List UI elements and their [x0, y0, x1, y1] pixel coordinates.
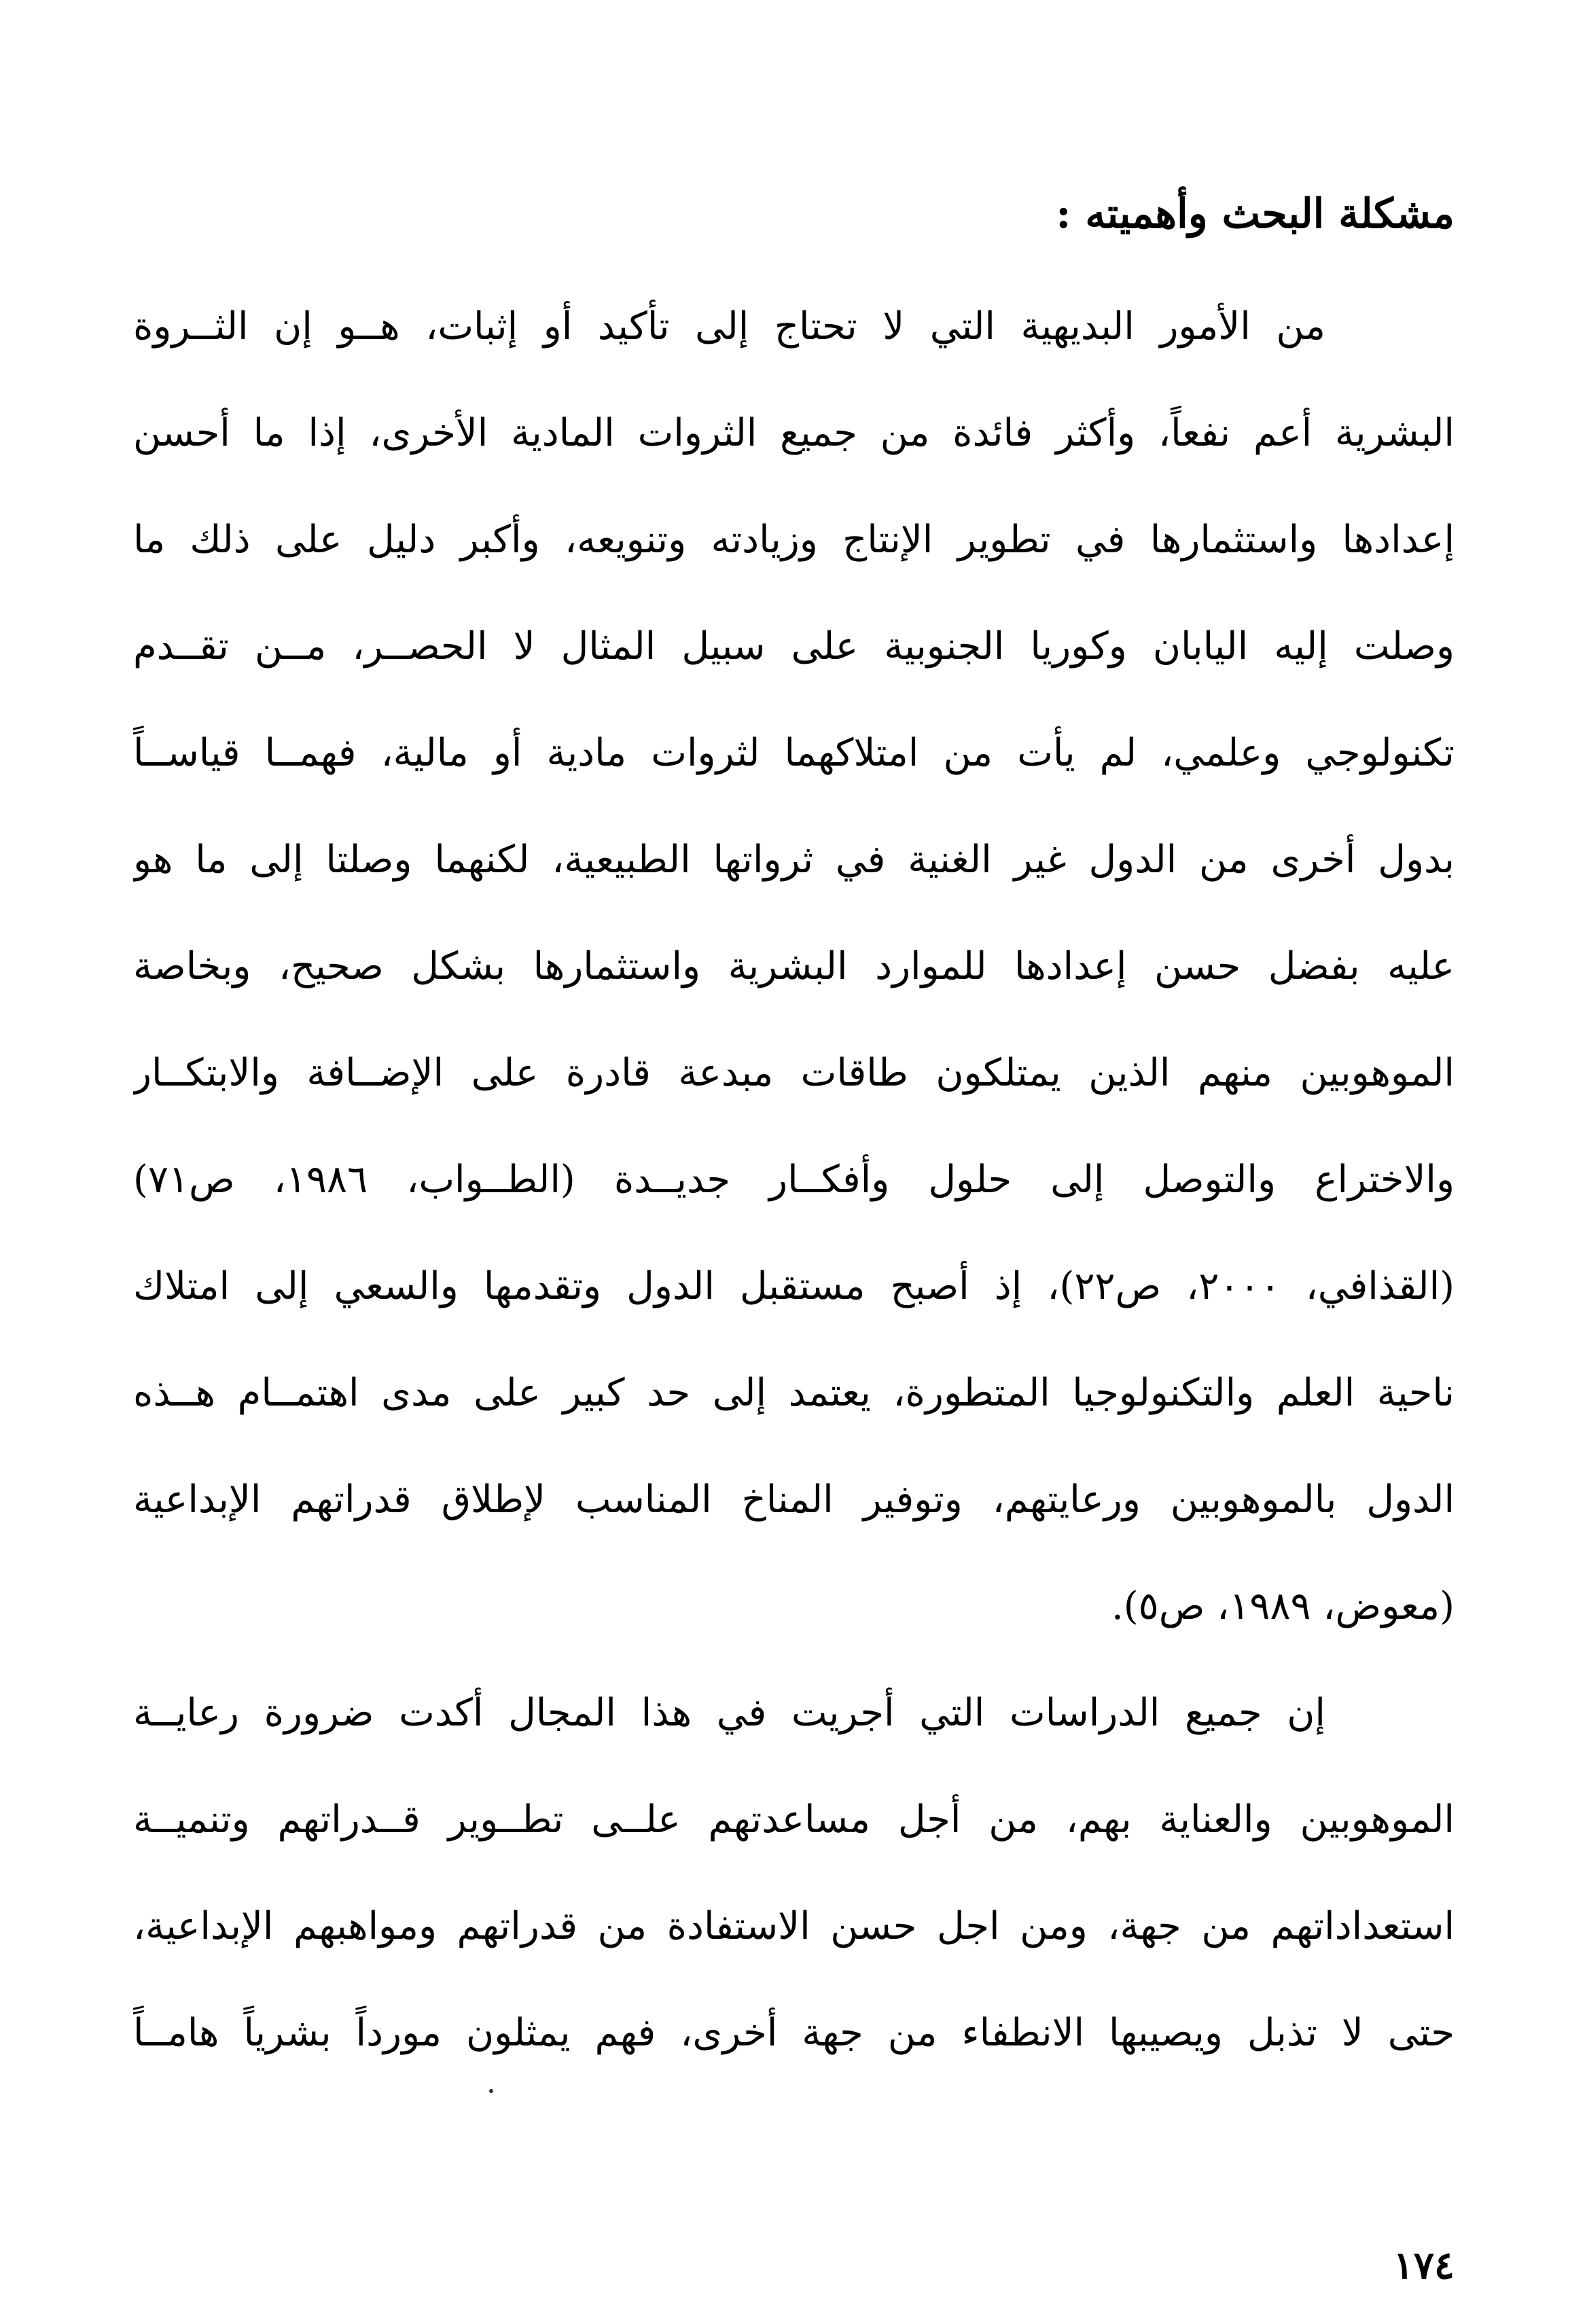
text-line: الموهوبين والعناية بهم، من أجل مساعدتهم علــى تطــوير قــدراتهم وتنميــة	[133, 1798, 1455, 1842]
scan-speck	[489, 2089, 493, 2093]
text-line: حتى لا تذبل ويصيبها الانطفاء من جهة أخرى، فهم يمثلون مورداً بشرياً هامــاً	[133, 2011, 1455, 2055]
text-line: إعدادها واستثمارها في تطوير الإنتاج وزيادته وتنويعه، وأكبر دليل على ذلك ما	[133, 518, 1455, 562]
paragraph-1	[133, 273, 1455, 1660]
text-line: عليه بفضل حسن إعدادها للموارد البشرية واستثمارها بشكل صحيح، وبخاصة	[133, 944, 1455, 988]
text-line: استعداداتهم من جهة، ومن اجل حسن الاستفادة من قدراتهم ومواهبهم الإبداعية،	[133, 1904, 1455, 1948]
text-line: الموهوبين منهم الذين يمتلكون طاقات مبدعة قادرة على الإضــافة والابتكــار	[133, 1051, 1455, 1095]
paragraph-2	[133, 1660, 1455, 2086]
text-line: البشرية أعم نفعاً، وأكثر فائدة من جميع الثروات المادية الأخرى، إذا ما أحسن	[133, 411, 1455, 455]
body-text	[133, 273, 1455, 2086]
text-line: من الأمور البديهية التي لا تحتاج إلى تأكيد أو إثبات، هــو إن الثــروة	[133, 304, 1325, 348]
text-line: بدول أخرى من الدول غير الغنية في ثرواتها الطبيعية، لكنهما وصلتا إلى ما هو	[133, 838, 1455, 882]
text-line: الدول بالموهوبين ورعايتهم، وتوفير المناخ المناسب لإطلاق قدراتهم الإبداعية	[133, 1478, 1455, 1522]
text-line: (القذافي، ٢٠٠٠، ص٢٢)، إذ أصبح مستقبل الدول وتقدمها والسعي إلى امتلاك	[133, 1264, 1455, 1308]
text-line: ناحية العلم والتكنولوجيا المتطورة، يعتمد إلى حد كبير على مدى اهتمــام هــذه	[133, 1371, 1455, 1415]
text-line: تكنولوجي وعلمي، لم يأت من امتلاكهما لثروات مادية أو مالية، فهمــا قياســاً	[133, 731, 1455, 775]
text-line: والاختراع والتوصل إلى حلول وأفكــار جديــدة (الطــواب، ١٩٨٦، ص٧١)	[133, 1158, 1455, 1202]
section-heading: مشكلة البحث وأهميته :	[1056, 190, 1455, 238]
text-line: إن جميع الدراسات التي أجريت في هذا المجال أكدت ضرورة رعايــة	[133, 1691, 1325, 1735]
text-line: وصلت إليه اليابان وكوريا الجنوبية على سبيل المثال لا الحصــر، مــن تقــدم	[133, 624, 1455, 668]
page-number: ١٧٤	[1393, 2243, 1455, 2288]
text-line: (معوض، ١٩٨٩، ص٥).	[1111, 1584, 1455, 1628]
